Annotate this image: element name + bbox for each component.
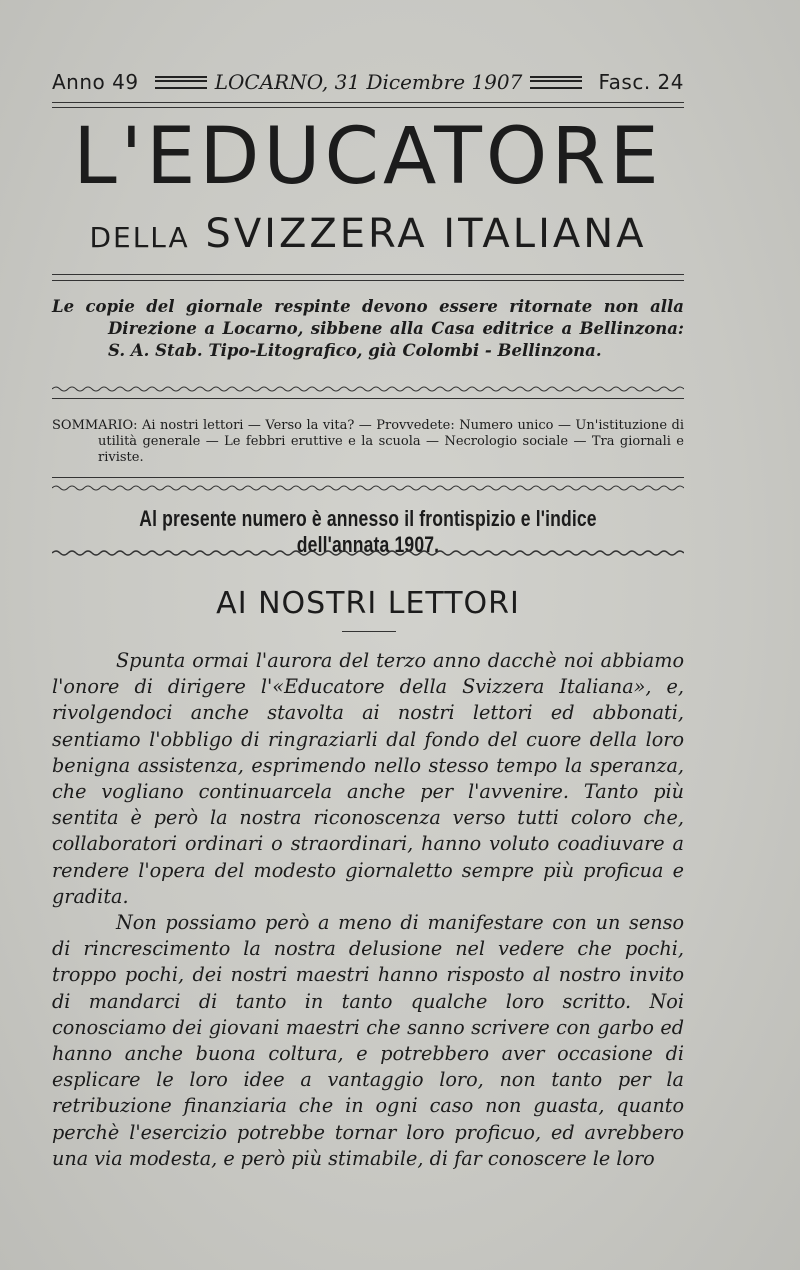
- summary-rule-bottom: [52, 477, 684, 478]
- wavy-divider-3: [52, 548, 684, 558]
- issue-year: Anno 49: [52, 70, 139, 94]
- wavy-divider-2: [52, 483, 684, 493]
- table-of-contents-text: SOMMARIO: Ai nostri lettori — Verso la vita? — Provvedete: Numero unico — Un'istituzione di utilità generale — Le febbri eruttive e la scuola — Necrologio sociale — Tra giornali e riviste.: [52, 418, 684, 465]
- wavy-divider-1: [52, 384, 684, 394]
- issue-place-date: LOCARNO, 31 Dicembre 1907: [214, 70, 523, 94]
- annex-note: Al presente numero è annesso il frontispizio e l'indice dell'annata 1907.: [139, 506, 597, 557]
- masthead-subtitle-prefix: DELLA: [89, 221, 190, 254]
- issue-number: Fasc. 24: [598, 70, 684, 94]
- article-paragraph: Non possiamo però a meno di manifestare con un senso di rincrescimento la nostra delusione nel vedere che pochi, troppo pochi, dei nostri maestri hanno risposto al nostro invito di mandarci di tanto in tanto qualche loro scritto. Noi conosciamo dei giovani maestri che sanno scrivere con garbo ed hanno anche buona coltura, e potrebbero aver occasione di esplicare le loro idee a vantaggio loro, non tanto per la retribuzione finanziaria che in ogni caso non guasta, quanto perchè l'esercizio potrebbe tornar loro proficuo, ed avrebbero una via modesta, e però più stimabile, di far conoscere le loro: [52, 911, 684, 1170]
- article-body: [52, 648, 684, 1172]
- summary-rule-top: [52, 398, 684, 399]
- section-title: AI NOSTRI LETTORI: [216, 586, 520, 621]
- section-title-underline: [342, 631, 396, 632]
- masthead-rule-top: [52, 274, 684, 275]
- masthead-title: L'EDUCATORE: [73, 112, 663, 202]
- triple-rule-ornament-left: [155, 76, 207, 89]
- table-of-contents: [52, 418, 684, 466]
- return-notice-text: Le copie del giornale respinte devono essere ritornate non alla Direzione a Locarno, sibbene alla Casa editrice a Bellinzona: S. A. Stab. Tipo-Litografico, già Colombi - Bellinzona.: [52, 297, 684, 360]
- issue-header: [52, 66, 684, 98]
- masthead-subtitle: [52, 211, 684, 257]
- triple-rule-ornament-right: [530, 76, 582, 89]
- return-notice: [52, 296, 684, 362]
- article-paragraph: Spunta ormai l'aurora del terzo anno dacchè noi abbiamo l'onore di dirigere l'«Educatore della Svizzera Italiana», e, rivolgendoci anche stavolta ai nostri lettori ed abbonati, sentiamo l'obbligo di ringraziarli dal fondo del cuore della loro benigna assistenza, esprimendo nello stesso tempo la speranza, che vogliano continuarcela anche per l'avvenire. Tanto più sentita è però la nostra riconoscenza verso tutti coloro che, collaboratori ordinari o straordinari, hanno voluto coadiuvare a rendere l'opera del modesto giornaletto sempre più proficua e gradita.: [52, 649, 684, 908]
- masthead-rule-bottom: [52, 280, 684, 281]
- issue-place-date-group: [155, 70, 583, 94]
- masthead-subtitle-main: SVIZZERA ITALIANA: [205, 211, 647, 257]
- header-rule-bottom: [52, 107, 684, 108]
- header-rule-top: [52, 102, 684, 103]
